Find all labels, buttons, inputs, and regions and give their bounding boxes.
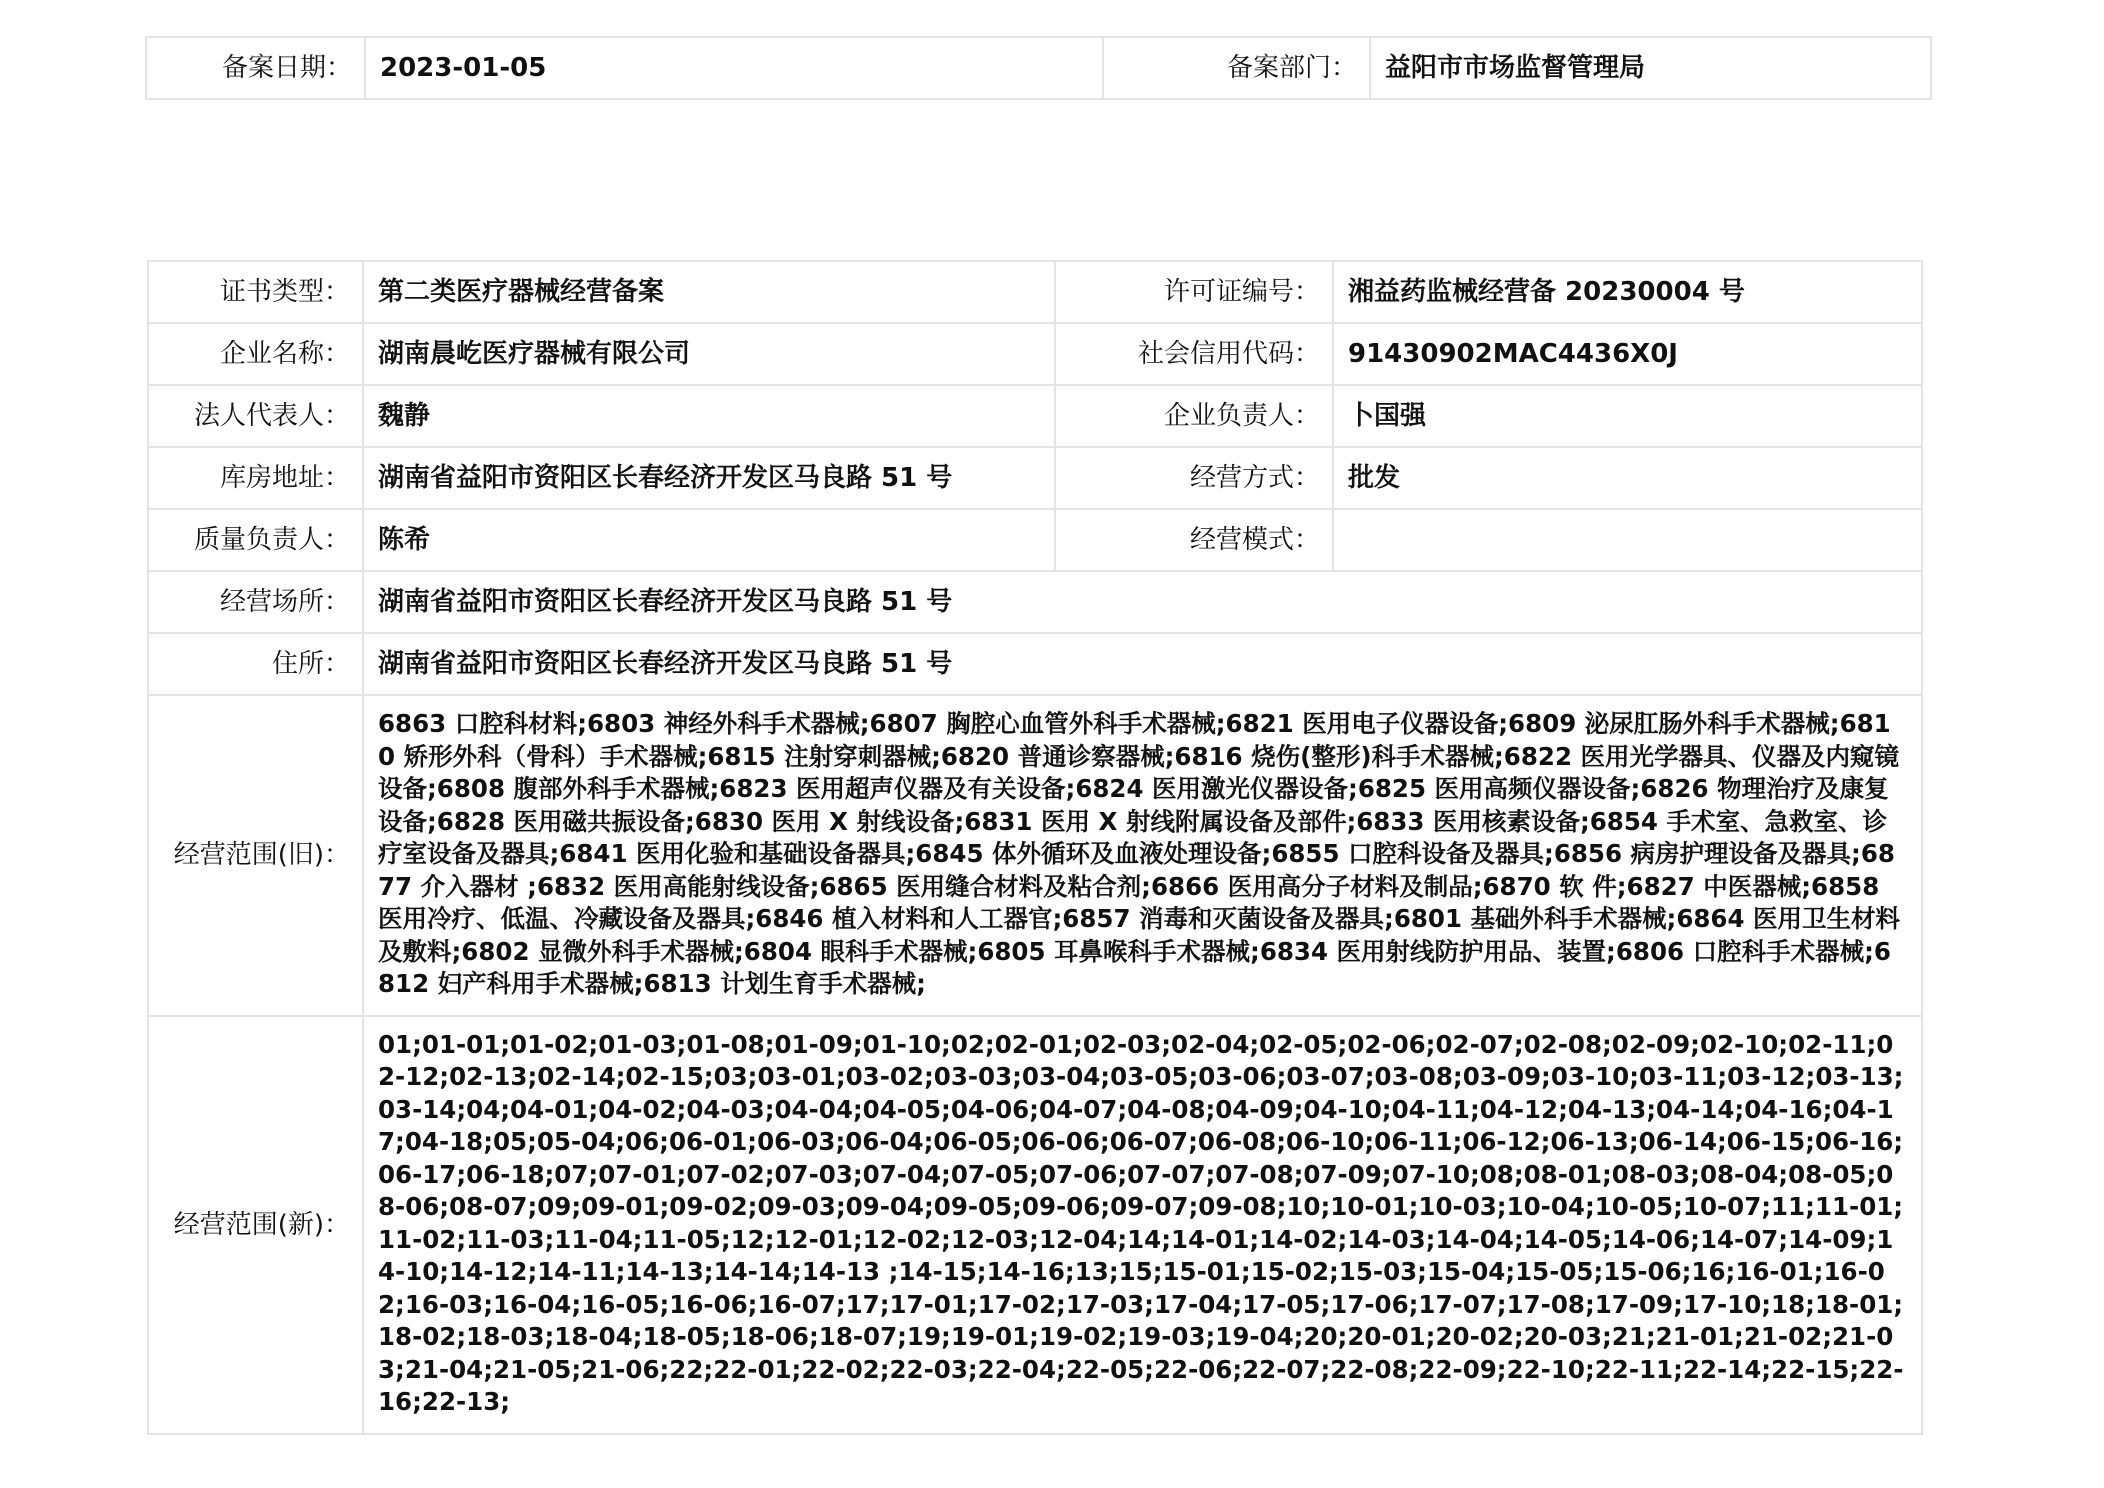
filing-dept-label: 备案部门： [1103,37,1370,99]
cert-type-row [148,261,1922,323]
license-no-value: 湘益药监械经营备 20230004 号 [1333,261,1922,323]
filing-dept-value: 益阳市市场监督管理局 [1370,37,1931,99]
filing-row [146,37,1931,99]
representative-row [148,385,1922,447]
legal-rep-value: 魏静 [363,385,1055,447]
business-method-value: 批发 [1333,447,1922,509]
scope-old-row [148,695,1922,1016]
warehouse-row [148,447,1922,509]
quality-row [148,509,1922,571]
filing-date-label: 备案日期： [146,37,365,99]
cert-type-label: 证书类型： [148,261,363,323]
certificate-details-table [147,260,1923,1435]
business-mode-label: 经营模式： [1055,509,1333,571]
company-name-value: 湖南晨屹医疗器械有限公司 [363,323,1055,385]
filing-date-value: 2023-01-05 [365,37,1103,99]
warehouse-address-value: 湖南省益阳市资阳区长春经济开发区马良路 51 号 [363,447,1055,509]
legal-rep-label: 法人代表人： [148,385,363,447]
filing-info-table [145,36,1932,100]
principal-label: 企业负责人： [1055,385,1333,447]
residence-row [148,633,1922,695]
license-no-label: 许可证编号： [1055,261,1333,323]
business-mode-value [1333,509,1922,571]
quality-manager-value: 陈希 [363,509,1055,571]
premises-row [148,571,1922,633]
premises-value: 湖南省益阳市资阳区长春经济开发区马良路 51 号 [363,571,1922,633]
cert-type-value: 第二类医疗器械经营备案 [363,261,1055,323]
premises-label: 经营场所： [148,571,363,633]
credit-code-label: 社会信用代码： [1055,323,1333,385]
scope-new-row [148,1016,1922,1434]
business-method-label: 经营方式： [1055,447,1333,509]
credit-code-value: 91430902MAC4436X0J [1333,323,1922,385]
residence-value: 湖南省益阳市资阳区长春经济开发区马良路 51 号 [363,633,1922,695]
scope-new-value: 01;01-01;01-02;01-03;01-08;01-09;01-10;02;02-01;02-03;02-04;02-05;02-06;02-07;02-08;02-09;02-10;02-11;02-12;02-13;02-14;02-15;03;03-01;03-02;03-03;03-04;03-05;03-06;03-07;03-08;03-09;03-10;03-11;03-12;03-13;03-14;04;04-01;04-02;04-03;04-04;04-05;04-06;04-07;04-08;04-09;04-10;04-11;04-12;04-13;04-14;04-16;04-17;04-18;05;05-04;06;06-01;06-03;06-04;06-05;06-06;06-07;06-08;06-10;06-11;06-12;06-13;06-14;06-15;06-16;06-17;06-18;07;07-01;07-02;07-03;07-04;07-05;07-06;07-07;07-08;07-09;07-10;08;08-01;08-03;08-04;08-05;08-06;08-07;09;09-01;09-02;09-03;09-04;09-05;09-06;09-07;09-08;10;10-01;10-03;10-04;10-05;10-07;11;11-01;11-02;11-03;11-04;11-05;12;12-01;12-02;12-03;12-04;14;14-01;14-02;14-03;14-04;14-05;14-06;14-07;14-09;14-10;14-12;14-11;14-13;14-14;14-13 ;14-15;14-16;13;15;15-01;15-02;15-03;15-04;15-05;15-06;16;16-01;16-02;16-03;16-04;16-05;16-06;16-07;17;17-01;17-02;17-03;17-04;17-05;17-06;17-07;17-08;17-09;17-10;18;18-01;18-02;18-03;18-04;18-05;18-06;18-07;19;19-01;19-02;19-03;19-04;20;20-01;20-02;20-03;21;21-01;21-02;21-03;21-04;21-05;21-06;22;22-01;22-02;22-03;22-04;22-05;22-06;22-07;22-08;22-09;22-10;22-11;22-14;22-15;22-16;22-13; [363,1016,1922,1434]
principal-value: 卜国强 [1333,385,1922,447]
quality-manager-label: 质量负责人： [148,509,363,571]
warehouse-address-label: 库房地址： [148,447,363,509]
company-row [148,323,1922,385]
residence-label: 住所： [148,633,363,695]
scope-old-value: 6863 口腔科材料;6803 神经外科手术器械;6807 胸腔心血管外科手术器械;6821 医用电子仪器设备;6809 泌尿肛肠外科手术器械;6810 矫形外科（骨科）手术器械;6815 注射穿刺器械;6820 普通诊察器械;6816 烧伤(整形)科手术器械;6822 医用光学器具、仪器及内窥镜设备;6808 腹部外科手术器械;6823 医用超声仪器及有关设备;6824 医用激光仪器设备;6825 医用高频仪器设备;6826 物理治疗及康复设备;6828 医用磁共振设备;6830 医用 X 射线设备;6831 医用 X 射线附属设备及部件;6833 医用核素设备;6854 手术室、急救室、诊疗室设备及器具;6841 医用化验和基础设备器具;6845 体外循环及血液处理设备;6855 口腔科设备及器具;6856 病房护理设备及器具;6877 介入器材 ;6832 医用高能射线设备;6865 医用缝合材料及粘合剂;6866 医用高分子材料及制品;6870 软 件;6827 中医器械;6858 医用冷疗、低温、冷藏设备及器具;6846 植入材料和人工器官;6857 消毒和灭菌设备及器具;6801 基础外科手术器械;6864 医用卫生材料及敷料;6802 显微外科手术器械;6804 眼科手术器械;6805 耳鼻喉科手术器械;6834 医用射线防护用品、装置;6806 口腔科手术器械;6812 妇产科用手术器械;6813 计划生育手术器械; [363,695,1922,1016]
company-name-label: 企业名称： [148,323,363,385]
scope-new-label: 经营范围(新)： [148,1016,363,1434]
scope-old-label: 经营范围(旧)： [148,695,363,1016]
